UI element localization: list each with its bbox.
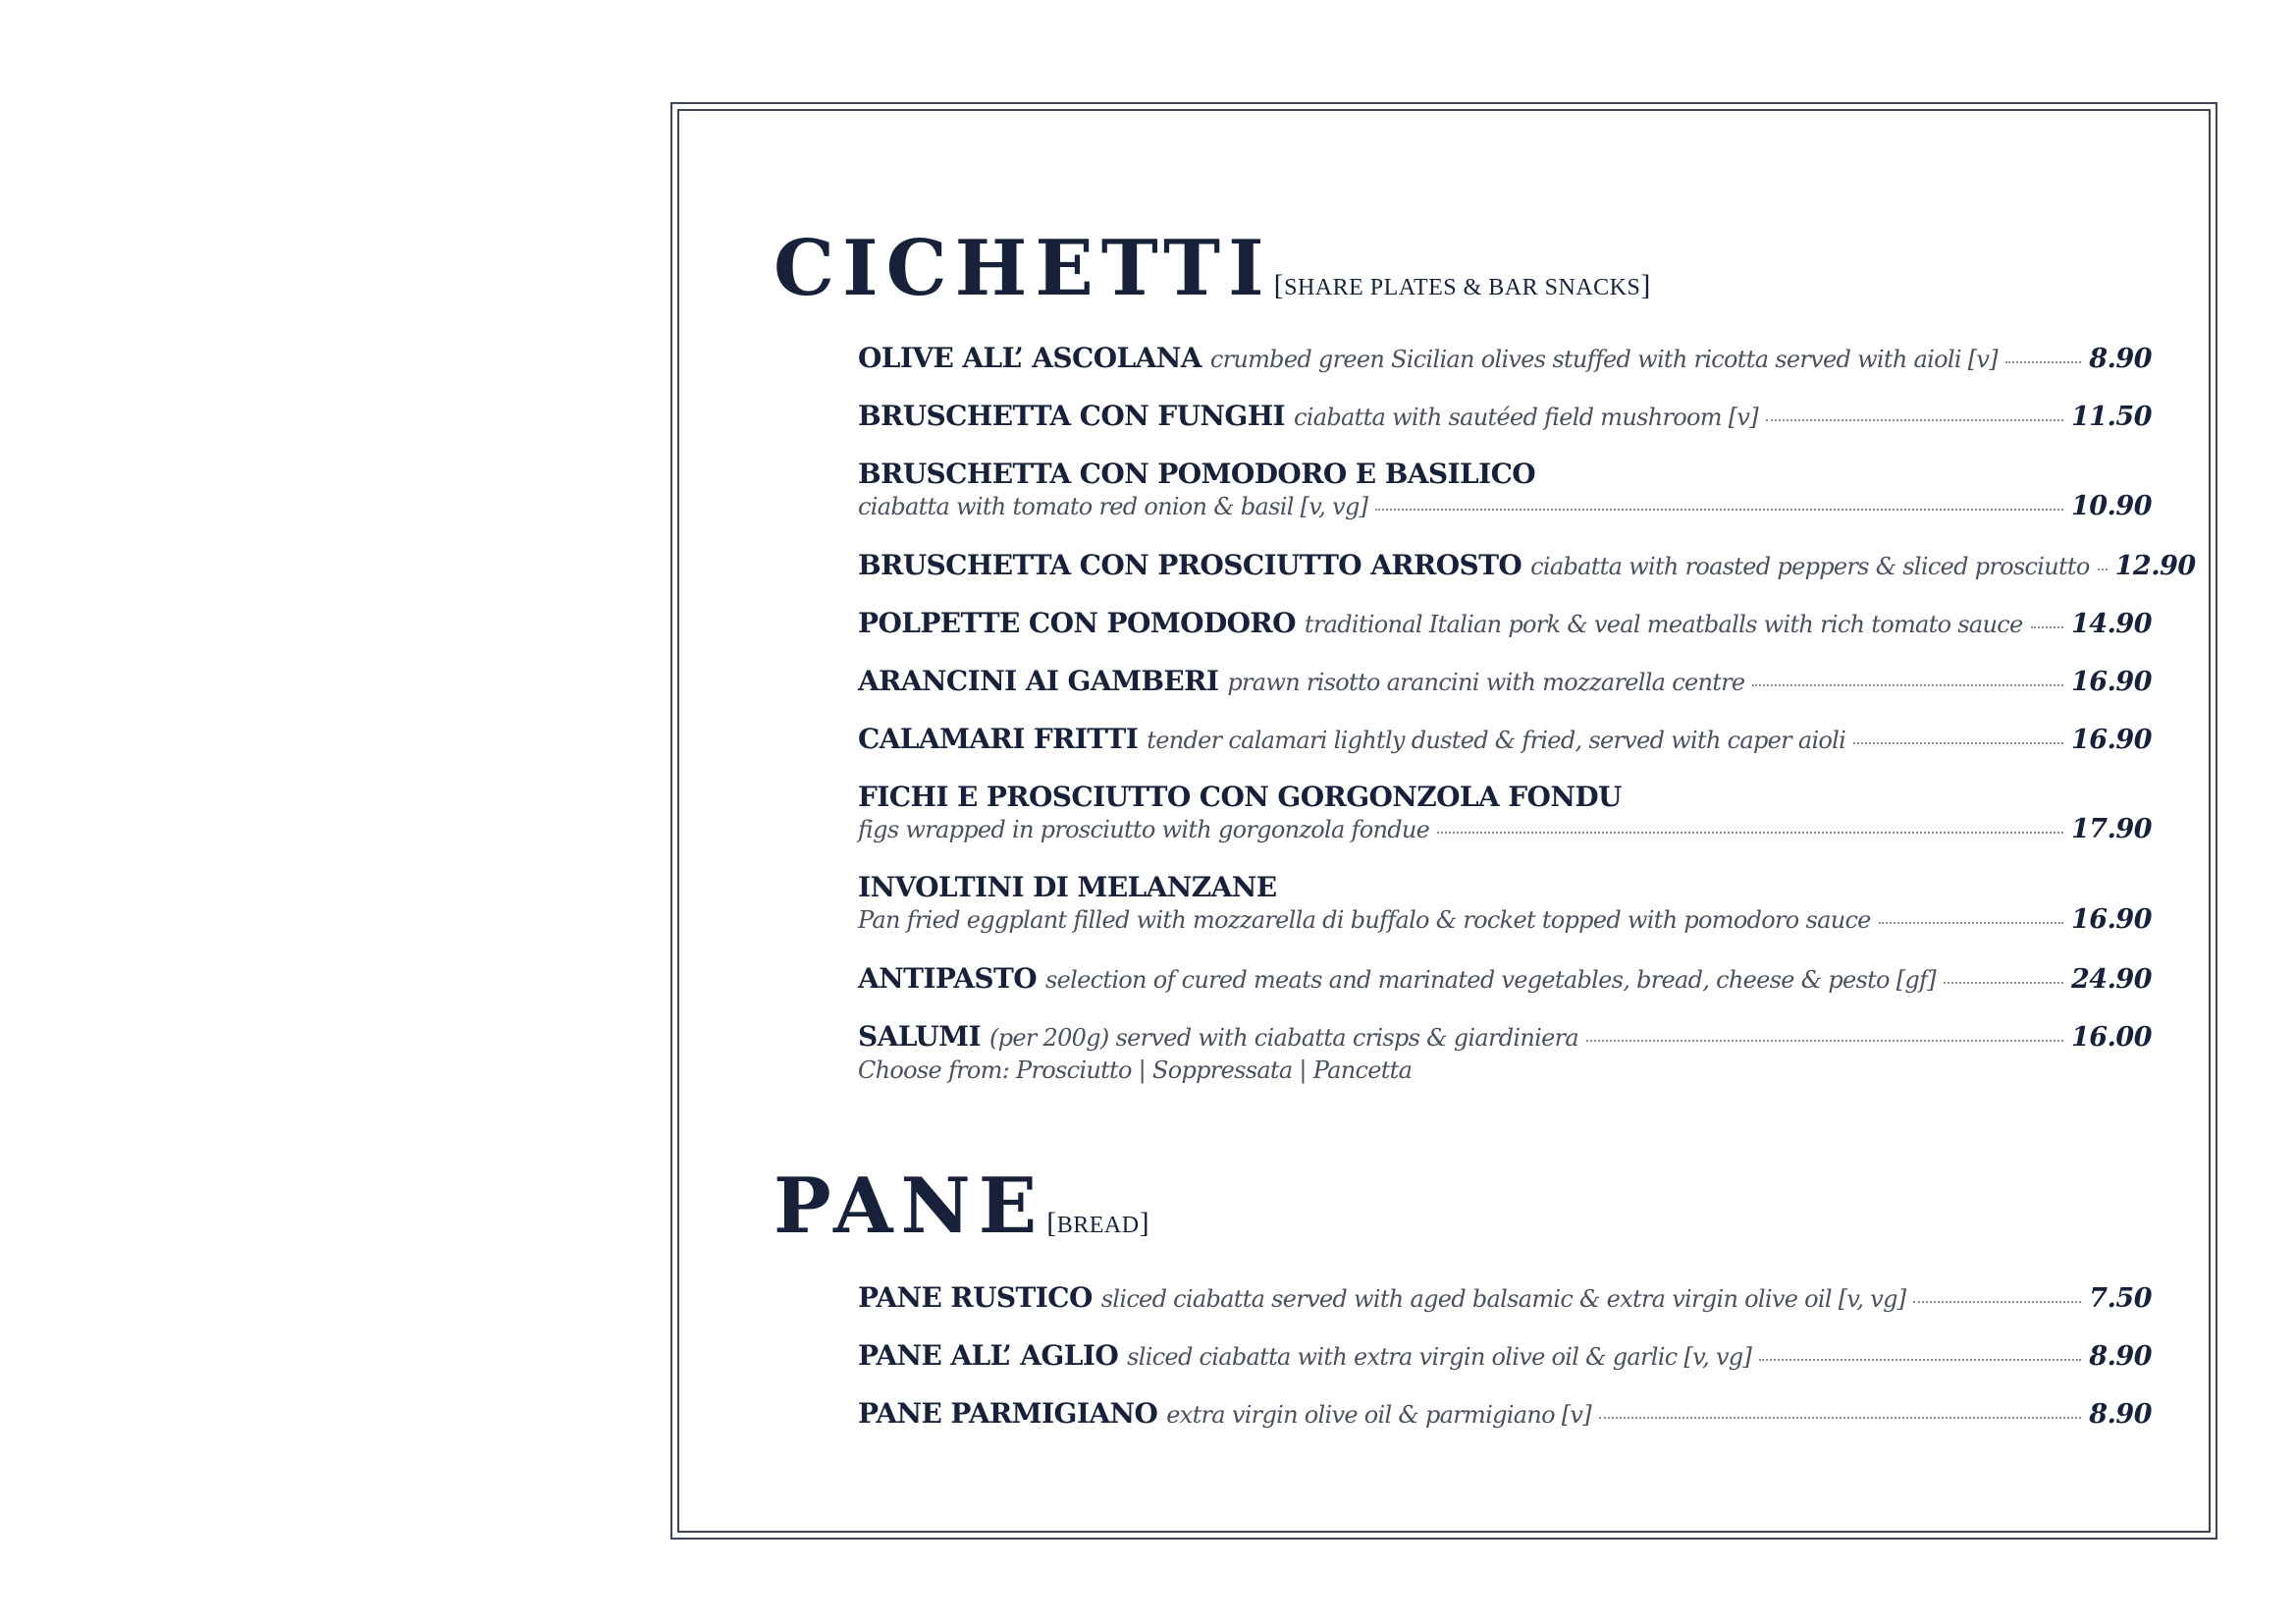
dot-leader xyxy=(1752,684,2063,686)
menu-item-bruschetta-con-pomodoro xyxy=(858,458,2152,524)
cichetti-subtitle-text: SHARE PLATES & BAR SNACKS xyxy=(1284,275,1641,300)
pane-title: PANE xyxy=(774,1162,1045,1251)
dot-leader xyxy=(2098,568,2108,570)
menu-item-pane-parmigiano xyxy=(858,1397,2152,1431)
item-price: 16.90 xyxy=(2070,725,2152,755)
item-price: 16.90 xyxy=(2070,667,2152,697)
dot-leader xyxy=(1944,982,2063,984)
item-description: crumbed green Sicilian olives stuffed with ricotta served with aioli [v] xyxy=(1209,346,1998,373)
cichetti-subtitle: [SHARE PLATES & BAR SNACKS] xyxy=(1273,269,1651,301)
menu-item-bruschetta-con-funghi xyxy=(858,400,2152,433)
item-price: 7.50 xyxy=(2089,1283,2152,1314)
item-price: 14.90 xyxy=(2070,609,2152,639)
item-note: Choose from: Prosciutto | Soppressata | Pancetta xyxy=(858,1056,1413,1084)
item-description: selection of cured meats and marinated vegetables, bread, cheese & pesto [gf] xyxy=(1045,966,1936,994)
dot-leader xyxy=(1759,1359,2081,1361)
dot-leader xyxy=(1913,1301,2081,1303)
menu-item-calamari-fritti xyxy=(858,723,2152,756)
dot-leader xyxy=(1375,509,2063,511)
item-price: 16.90 xyxy=(2070,904,2152,935)
dot-leader xyxy=(2005,361,2081,363)
dot-leader xyxy=(1879,922,2063,924)
item-name: BRUSCHETTA CON PROSCIUTTO ARROSTO xyxy=(858,549,1522,581)
item-description: extra virgin olive oil & parmigiano [v] xyxy=(1166,1401,1591,1429)
menu-item-pane-rustico xyxy=(858,1281,2152,1315)
item-description: prawn risotto arancini with mozzarella centre xyxy=(1227,669,1745,696)
item-description: sliced ciabatta with extra virgin olive oil & garlic [v, vg] xyxy=(1127,1343,1752,1371)
item-name: POLPETTE CON POMODORO xyxy=(858,607,1296,639)
menu-item-antipasto xyxy=(858,962,2152,996)
item-description: ciabatta with roasted peppers & sliced prosciutto xyxy=(1530,553,2090,580)
menu-item-pane-all-aglio xyxy=(858,1339,2152,1373)
item-description: ciabatta with tomato red onion & basil [v, vg] xyxy=(858,493,1368,520)
dot-leader xyxy=(1766,419,2063,421)
item-name: PANE RUSTICO xyxy=(858,1281,1093,1314)
item-name: ANTIPASTO xyxy=(858,962,1038,995)
item-price: 8.90 xyxy=(2089,1399,2152,1430)
menu-item-bruschetta-con-prosciutto xyxy=(858,549,2196,582)
dot-leader xyxy=(2031,626,2063,628)
item-name: OLIVE ALL’ ASCOLANA xyxy=(858,342,1201,374)
pane-subtitle: [BREAD] xyxy=(1046,1207,1150,1239)
cichetti-heading xyxy=(774,224,1651,313)
item-description: traditional Italian pork & veal meatballs with rich tomato sauce xyxy=(1304,611,2023,638)
item-name: SALUMI xyxy=(858,1020,982,1053)
item-description: ciabatta with sautéed field mushroom [v] xyxy=(1294,404,1758,431)
menu-item-involtini-di-melanzane xyxy=(858,871,2152,938)
menu-item-salumi xyxy=(858,1020,2152,1087)
item-price: 11.50 xyxy=(2070,402,2152,432)
dot-leader xyxy=(1586,1040,2063,1042)
item-name: ARANCINI AI GAMBERI xyxy=(858,665,1219,697)
item-name: FICHI E PROSCIUTTO CON GORGONZOLA FONDU xyxy=(858,781,1622,813)
item-price: 10.90 xyxy=(2070,491,2152,521)
item-price: 17.90 xyxy=(2070,814,2152,844)
item-name: BRUSCHETTA CON POMODORO E BASILICO xyxy=(858,458,1536,490)
menu-item-arancini-ai-gamberi xyxy=(858,665,2152,698)
dot-leader xyxy=(1853,742,2063,744)
menu-item-olive-all-ascolana xyxy=(858,342,2152,375)
item-name: INVOLTINI DI MELANZANE xyxy=(858,871,1277,903)
menu-item-polpette-con-pomodoro xyxy=(858,607,2152,640)
cichetti-title: CICHETTI xyxy=(774,224,1272,313)
item-name: CALAMARI FRITTI xyxy=(858,723,1139,755)
dot-leader xyxy=(1599,1417,2081,1419)
item-description: (per 200g) served with ciabatta crisps & giardiniera xyxy=(989,1024,1579,1052)
dot-leader xyxy=(1437,832,2063,834)
pane-heading xyxy=(774,1162,1149,1251)
item-price: 16.00 xyxy=(2070,1022,2152,1053)
menu-item-fichi-e-prosciutto xyxy=(858,781,2152,847)
item-description: figs wrapped in prosciutto with gorgonzola fondue xyxy=(858,816,1430,843)
item-name: BRUSCHETTA CON FUNGHI xyxy=(858,400,1286,432)
pane-subtitle-text: BREAD xyxy=(1056,1213,1140,1238)
item-price: 8.90 xyxy=(2089,344,2152,374)
item-description: tender calamari lightly dusted & fried, served with caper aioli xyxy=(1147,727,1846,754)
item-price: 8.90 xyxy=(2089,1341,2152,1372)
item-name: PANE ALL’ AGLIO xyxy=(858,1339,1119,1372)
item-description: sliced ciabatta served with aged balsamic & extra virgin olive oil [v, vg] xyxy=(1100,1285,1906,1313)
item-price: 24.90 xyxy=(2070,964,2152,995)
item-name: PANE PARMIGIANO xyxy=(858,1397,1158,1430)
item-price: 12.90 xyxy=(2114,551,2196,581)
item-description: Pan fried eggplant filled with mozzarella di buffalo & rocket topped with pomodoro sauce xyxy=(858,906,1871,934)
